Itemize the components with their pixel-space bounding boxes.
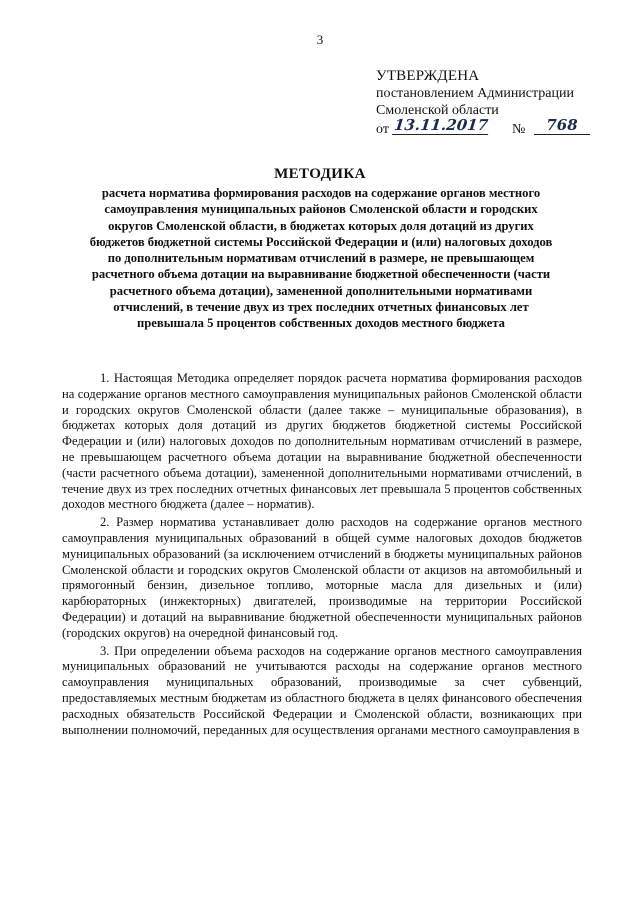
document-body — [62, 371, 582, 738]
paragraph-3: 3. При определении объема расходов на содержание органов местного самоуправления муниципальных образований не учитываются расходы на содержание органов местного самоуправления муниципальных образований, производимые за счет субвенций, предоставляемых местным бюджетам из областного бюджета в целях финансового обеспечения расходных обязательств Российской Федерации и Смоленской области, возникающих при выполнении полномочий, переданных для осуществления органами местного самоуправления в — [62, 643, 582, 737]
approval-line-2: Смоленской области — [376, 103, 499, 118]
page-number: 3 — [316, 32, 324, 47]
approval-heading: УТВЕРЖДЕНА — [376, 68, 480, 84]
date-prefix: от — [376, 122, 389, 137]
paragraph-1: 1. Настоящая Методика определяет порядок расчета норматива формирования расходов на содержание органов местного самоуправления муниципальных районов Смоленской области и городских округов Смоленской области (далее также – муниципальные образования), в бюджетах которых доля дотаций из других бюджетов бюджетной системы Российской Федерации и (или) налоговых доходов по дополнительным нормативам отчислений в размере, не превышающем расчетного объема дотации на выравнивание бюджетной обеспеченности (части расчетного объема дотации), замененной дополнительными нормативами отчислений, в течение двух из трех последних отчетных финансовых лет превышала 5 процентов собственных доходов местного бюджета (далее – норматив). — [62, 371, 582, 512]
approval-date-handwritten: 13.11.2017 — [393, 116, 490, 134]
document-title: МЕТОДИКА — [274, 166, 366, 182]
approval-block — [376, 68, 626, 141]
document-subtitle: расчета норматива формирования расходов на содержание органов местного самоуправления муниципальных районов Смоленской области и городских округов Смоленской области, в бюджетах которых доля дотаций из других бюджетов бюджетной системы Российской Федерации и (или) налоговых доходов по дополнительным нормативам отчислений в размере, не превышающем расчетного объема дотации на выравнивание бюджетной обеспеченности (части расчетного объема дотации), замененной дополнительными нормативами отчислений, в течение двух из трех последних отчетных финансовых лет превышала 5 процентов собственных доходов местного бюджета — [89, 186, 553, 331]
number-prefix: № — [512, 122, 526, 137]
paragraph-2: 2. Размер норматива устанавливает долю расходов на содержание органов местного самоуправления муниципальных образований в общей сумме налоговых доходов бюджетов муниципальных образований (за исключением отчислений в бюджеты муниципальных районов Смоленской области и городских округов Смоленской области от акцизов на автомобильный и прямогонный бензин, дизельное топливо, моторные масла для дизельных и (или) карбюраторных (инжекторных) двигателей, производимые на территории Российской Федерации) и дотаций на выравнивание бюджетной обеспеченности муниципальных районов (городских округов) на очередной финансовый год. — [62, 515, 582, 640]
approval-date-number-line — [376, 116, 626, 141]
approval-line-1: постановлением Администрации — [376, 86, 574, 101]
approval-number-handwritten: 768 — [534, 117, 590, 135]
